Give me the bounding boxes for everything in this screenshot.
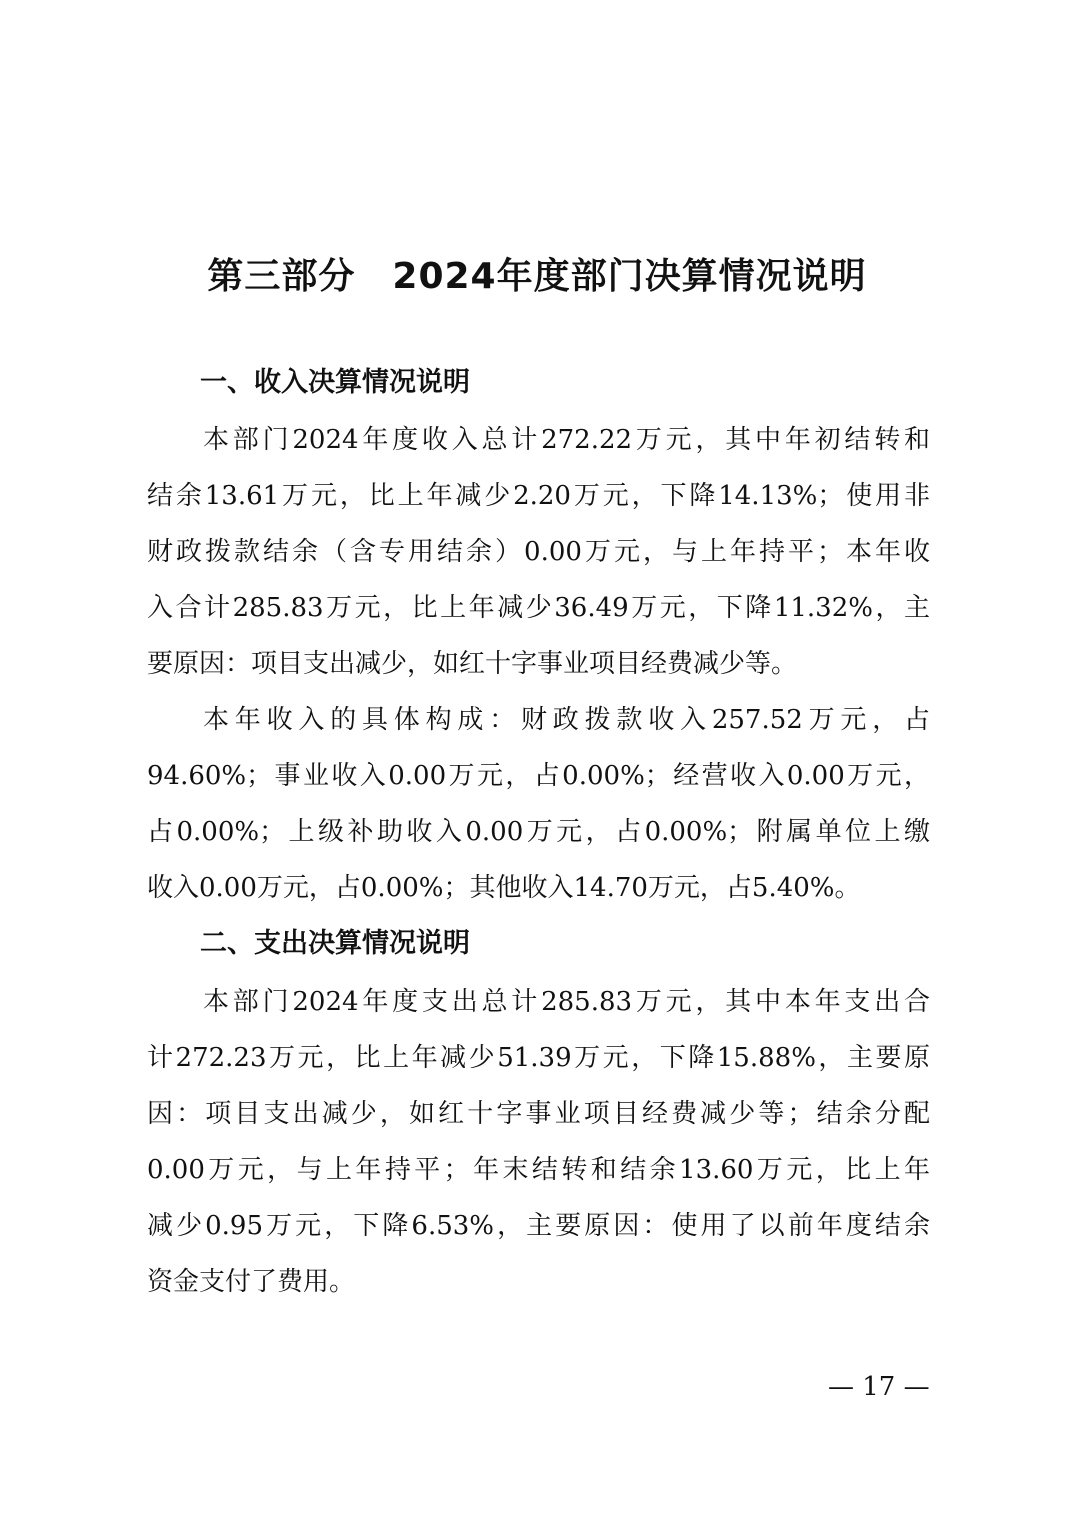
paragraph-income-summary [147, 412, 930, 692]
text-line: 减少0.95万元，下降6.53%，主要原因：使用了以前年度结余 [147, 1211, 930, 1241]
paragraph-income-composition [147, 692, 930, 916]
page-number: — 17 — [828, 1372, 930, 1402]
text-line: 入合计285.83万元，比上年减少36.49万元，下降11.32%，主 [147, 593, 930, 623]
text-line: 计272.23万元，比上年减少51.39万元，下降15.88%，主要原 [147, 1043, 930, 1073]
text-line: 结余13.61万元，比上年减少2.20万元，下降14.13%；使用非 [147, 481, 930, 511]
text-line: 本部门2024年度收入总计272.22万元，其中年初结转和 [203, 425, 930, 455]
section-heading-income: 一、收入决算情况说明 [200, 367, 470, 398]
text-line: 资金支付了费用。 [147, 1267, 356, 1297]
text-line: 要原因：项目支出减少，如红十字事业项目经费减少等。 [147, 649, 798, 679]
text-line: 0.00万元，与上年持平；年末结转和结余13.60万元，比上年 [147, 1155, 930, 1185]
text-line: 94.60%；事业收入0.00万元，占0.00%；经营收入0.00万元， [147, 761, 930, 791]
page-title: 第三部分 2024年度部门决算情况说明 [207, 256, 867, 297]
paragraph-expenditure-summary [147, 974, 930, 1310]
text-line: 本年收入的具体构成：财政拨款收入257.52万元，占 [203, 705, 930, 735]
section-heading-expenditure: 二、支出决算情况说明 [200, 928, 470, 959]
text-line: 财政拨款结余（含专用结余）0.00万元，与上年持平；本年收 [147, 537, 930, 567]
text-line: 收入0.00万元，占0.00%；其他收入14.70万元，占5.40%。 [147, 873, 861, 903]
text-line: 占0.00%；上级补助收入0.00万元，占0.00%；附属单位上缴 [147, 817, 930, 847]
text-line: 本部门2024年度支出总计285.83万元，其中本年支出合 [203, 987, 930, 1017]
text-line: 因：项目支出减少，如红十字事业项目经费减少等；结余分配 [147, 1099, 930, 1129]
